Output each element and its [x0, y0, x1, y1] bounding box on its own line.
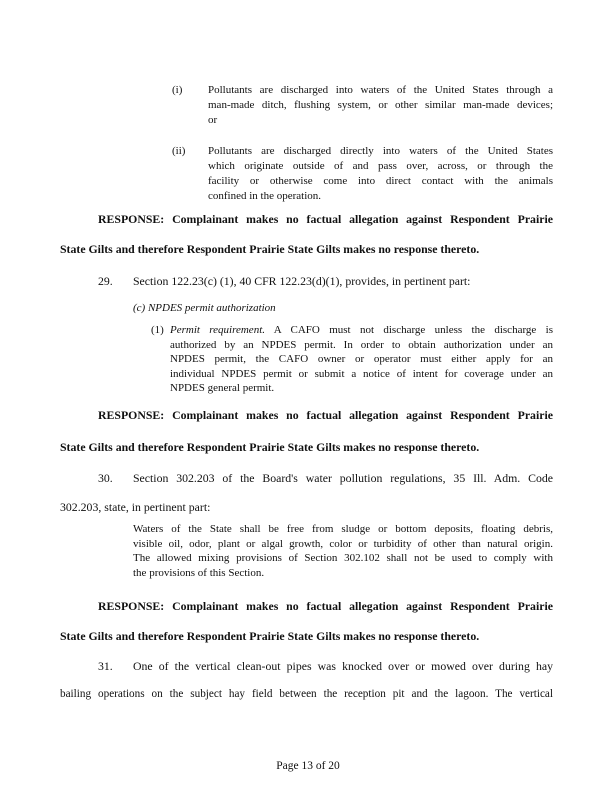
page-number: Page 13 of 20 [276, 760, 340, 772]
para-29-item-label: (1) [151, 324, 164, 336]
para-30-line-2: 302.203, state, in pertinent part: [60, 500, 211, 514]
response-line-2: State Gilts and therefore Respondent Prairie State Gilts makes no response thereto. [60, 440, 480, 454]
text-line: authorized by an NPDES permit. In order to obtain authorization under an [170, 338, 553, 351]
text-line: which originate outside of and pass over, across, or through the [208, 160, 553, 172]
text-line: visible oil, odor, plant or algal growth, color or turbidity of other than natural origin. [133, 537, 553, 550]
text-line: individual NPDES permit or submit a notice of intent for coverage under an [170, 367, 553, 380]
para-29-number: 29. [98, 274, 113, 288]
list-item-ii [208, 144, 553, 204]
para-30-line-1: Section 302.203 of the Board's water pollution regulations, 35 Ill. Adm. Code [133, 471, 553, 485]
para-31-line-1: One of the vertical clean-out pipes was knocked over or mowed over during hay [133, 659, 553, 673]
para-29-item [170, 323, 553, 396]
para-29-subheading: (c) NPDES permit authorization [133, 302, 276, 314]
para-30-number: 30. [98, 471, 113, 485]
para-31-number: 31. [98, 659, 113, 673]
text-line: The allowed mixing provisions of Section 302.102 shall not be used to comply with [133, 552, 553, 564]
text-line: NPDES permit, the CAFO owner or operator must either apply for an [170, 353, 553, 365]
response-line-1: RESPONSE: Complainant makes no factual allegation against Respondent Prairie [98, 212, 553, 226]
list-label-i: (i) [172, 84, 183, 96]
permit-requirement-heading: Permit requirement. [170, 324, 266, 336]
text-line: or [208, 114, 218, 126]
text-line: facility or otherwise come into direct contact with the animals [208, 175, 553, 187]
para-30-quote [133, 522, 553, 580]
response-line-2: State Gilts and therefore Respondent Prairie State Gilts makes no response thereto. [60, 242, 480, 256]
text-line: NPDES general permit. [170, 382, 275, 394]
para-31-line-2: bailing operations on the subject hay field between the reception pit and the lagoon. The vertical [60, 688, 553, 700]
response-line-2: State Gilts and therefore Respondent Prairie State Gilts makes no response thereto. [60, 629, 480, 643]
list-item-i [208, 83, 553, 128]
text-line: man-made ditch, flushing system, or other similar man-made devices; [208, 99, 553, 111]
para-29-text: Section 122.23(c) (1), 40 CFR 122.23(d)(1), provides, in pertinent part: [133, 274, 471, 288]
text-line: Pollutants are discharged directly into waters of the United States [208, 145, 553, 157]
text-line: Waters of the State shall be free from sludge or bottom deposits, floating debris, [133, 523, 553, 535]
text-line: the provisions of this Section. [133, 566, 265, 579]
response-line-1: RESPONSE: Complainant makes no factual allegation against Respondent Prairie [98, 408, 553, 422]
text-line: Pollutants are discharged into waters of the United States through a [208, 84, 553, 96]
response-line-1: RESPONSE: Complainant makes no factual allegation against Respondent Prairie [98, 599, 553, 613]
list-label-ii: (ii) [172, 145, 186, 157]
text-line: confined in the operation. [208, 190, 322, 202]
text-line: A CAFO must not discharge unless the discharge is [273, 324, 553, 336]
